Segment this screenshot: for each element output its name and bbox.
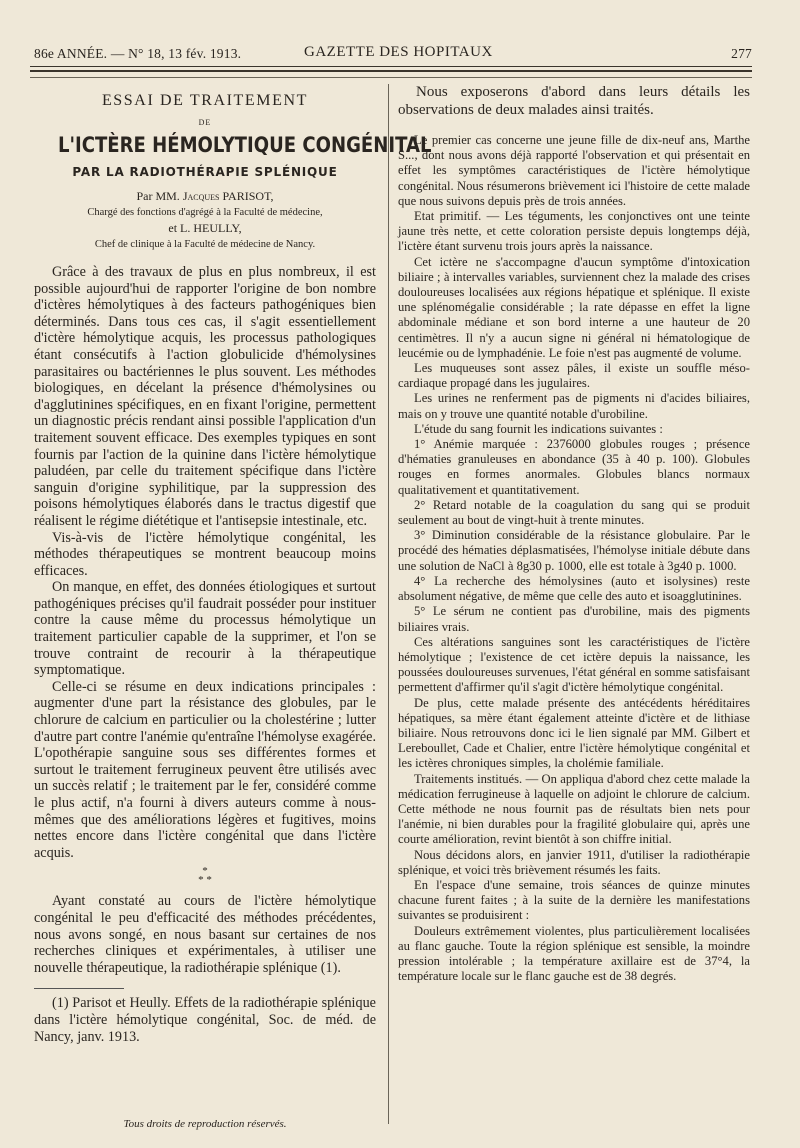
left-body [34, 264, 376, 1045]
paragraph: Ces altérations sanguines sont les caractéristiques de l'ictère hémolytique ; l'existence de cet ictère depuis la naissance, les poussées douloureuses survenues, l'état général en somme satisfaisant permettent d'affirmer qu'il s'agit d'ictère hémolytique congénital. [398, 634, 751, 695]
page-footer: Tous droits de reproduction réservés. [123, 1118, 287, 1130]
paragraph: On manque, en effet, des données étiologiques et surtout pathogéniques précises qu'il faudrait posséder pour instituer contre la cause même du processus hémolytique un traitement particulier capable de la supprimer, et l'on se trouve contraint de recourir à la thérapeutique symptomatique. [34, 579, 376, 679]
paragraph: Grâce à des travaux de plus en plus nombreux, il est possible aujourd'hui de rapporter l'origine de bon nombre d'ictères hémolytiques à des facteurs pathogéniques bien déterminés. Dans tous ces cas, il s'agit essentiellement d'ictère hémolytique acquis, les processus pathologiques étant consécutifs à l'action globulicide d'hémolysines parasitaires ou bactériennes le plus souvent. Les méthodes biologiques, en décelant la présence d'hémolysines ou d'agglutinines spécifiques, en en fixant l'origine, permettent un diagnostic précis rendant ainsi possible l'application d'un traitement souvent efficace. Des exemples typiques en sont fournis par l'action de la quinine dans l'ictère hémolytique paludéen, par celle du traitement spécifique dans l'ictère sanguin d'origine syphilitique, par la suppression des poisons hémolytiques élaborés dans le tractus digestif que réalisent le régime diététique et l'antisepsie intestinale, etc. [34, 264, 376, 529]
article-subtitle: PAR LA RADIOTHÉRAPIE SPLÉNIQUE [72, 165, 338, 179]
issue-info: 86e ANNÉE. — N° 18, 13 fév. 1913. [34, 46, 242, 61]
right-column [398, 84, 750, 984]
author-1: Jacques PARISOT, [182, 189, 274, 203]
paragraph: De plus, cette malade présente des antécédents héréditaires hépatiques, sa mère étant également atteinte d'ictère et de lithiase biliaire. Nous retrouvons donc ici le lien signalé par MM. Gilbert et Lereboullet, Cade et Chalier, entre l'ictère hémolytique congénital et les ictères chroniques simples, la cholémie familiale. [398, 695, 750, 771]
page-number: 277 [731, 46, 752, 61]
paragraph: 3° Diminution considérable de la résistance globulaire. Par le procédé des hématies déplasmatisées, l'hémolyse initiale débute dans une solution de NaCl à 8g30 p. 1000, elle est totale à 3g40 p. 1000. [398, 528, 750, 573]
paragraph: Traitements institués. — On appliqua d'abord chez cette malade la médication ferrugineuse à laquelle on adjoint le chlorure de calcium. Cette méthode ne nous fournit pas de résultats bien nets pour l'anémie, ni bien durables pour la fragilité globulaire qui, après une courte amélioration, revint bientôt à son chiffre initial. [398, 771, 750, 847]
article-title: L'ICTÈRE HÉMOLYTIQUE CONGÉNITAL [57, 133, 432, 157]
paragraph: 2° Retard notable de la coagulation du sang qui se produit seulement au bout de vingt-huit à trente minutes. [398, 497, 750, 528]
section-intro: Nous exposerons d'abord dans leurs détails les observations de deux malades ainsi traités. [398, 84, 750, 118]
article-title-connector: DE [198, 118, 212, 127]
author-2: et L. HEULLY, [168, 221, 242, 235]
header-rule [30, 66, 752, 67]
article-pretitle: ESSAI DE TRAITEMENT [101, 92, 309, 109]
paragraph: Celle-ci se résume en deux indications principales : augmenter d'une part la résistance des globules, par le chlorure de calcium en particulier ou la cholestérine ; lutter d'autre part contre l'anémie qu'entraîne l'hémolyse exagérée. L'opothérapie sanguine sous ses différentes formes et surtout le traitement ferrugineux peuvent être utilisés avec un succès relatif ; le traitement par le fer, considéré comme le plus actif, n'a fourni à divers auteurs comme à nous-mêmes que des améliorations légères et fugitives, moins nettes encore dans l'ictère congénital que dans l'ictère acquis. [34, 678, 376, 861]
right-body [398, 133, 750, 984]
byline [34, 189, 376, 204]
paragraph: Les muqueuses sont assez pâles, il existe un souffle méso-cardiaque propagé dans les jugulaires. [398, 361, 750, 391]
left-column [34, 84, 432, 1045]
author-2-affiliation: Chef de clinique à la Faculté de médecine de Nancy. [94, 239, 316, 250]
section-separator: * * * [198, 865, 212, 887]
paragraph: Nous décidons alors, en janvier 1911, d'utiliser la radiothérapie splénique, et voici très brièvement résumés les faits. [398, 847, 750, 877]
paragraph: Cet ictère ne s'accompagne d'aucun symptôme d'intoxication biliaire ; à intervalles variables, surviennent chez la malade des crises douloureuses localisées aux régions hépatique et splénique. Il existe une splénomégalie considérable ; la rate dépasse en effet la ligne abdominale médiane et son bord interne a une hauteur de 20 centimètres. Il n'y a aucun signe ni général ni hématologique de leucémie ou de lymphadénie. Le foie n'est pas augmenté de volume. [398, 254, 750, 360]
paragraph: Douleurs extrêmement violentes, plus particulièrement localisées au flanc gauche. Toute la région splénique est sensible, la moindre pression intolérable ; la température axillaire est de 37°4, la température locale sur le flanc gauche est de 38 degrés. [398, 923, 750, 984]
paragraph: Le premier cas concerne une jeune fille de dix-neuf ans, Marthe S..., dont nous avons déjà rapporté l'observation et qui présentait en effet les symptômes caractéristiques de l'ictère hémolytique congénital. Nous résumerons brièvement ici l'histoire de cette malade que nous suivons depuis près de trois années. [398, 133, 750, 208]
paragraph: Les urines ne renferment pas de pigments ni d'acides biliaires, mais on y trouve une quantité notable d'urobiline. [398, 391, 750, 421]
header-rule-thick [30, 70, 752, 72]
author-1-affiliation: Chargé des fonctions d'agrégé à la Faculté de médecine, [87, 207, 323, 218]
paragraph: 1° Anémie marquée : 2376000 globules rouges ; présence d'hématies granuleuses en abondance (35 à 40 p. 100). Globules rouges en formes anormales. Globules blancs normaux qualitativement et quantitativement. [398, 437, 750, 497]
page-header [34, 44, 752, 64]
paragraph: 5° Le sérum ne contient pas d'urobiline, mais des pigments biliaires vrais. [398, 604, 750, 634]
footnote: (1) Parisot et Heully. Effets de la radiothérapie splénique dans l'ictère hémolytique congénital, Soc. de méd. de Nancy, janv. 1913. [34, 995, 376, 1045]
paragraph: Ayant constaté au cours de l'ictère hémolytique congénital le peu d'efficacité des méthodes précédentes, nous avons songé, en nous basant sur certaines de nos recherches cliniques et expérimentales, à utiliser une nouvelle thérapeutique, la radiothérapie splénique (1). [34, 893, 376, 976]
byline-prefix: Par MM. [136, 189, 180, 203]
header-rule-bottom [30, 77, 752, 78]
paragraph: En l'espace d'une semaine, trois séances de quinze minutes chacune furent faites ; à la suite de la dernière les manifestations suivantes se produisirent : [398, 877, 750, 923]
paragraph: Etat primitif. — Les téguments, les conjonctives ont une teinte jaune très nette, et cette coloration persiste depuis longtemps déjà, l'ictère étant survenu trois jours après la naissance. [398, 209, 750, 254]
column-divider [388, 84, 389, 1124]
journal-title: GAZETTE DES HOPITAUX [304, 44, 493, 60]
paragraph: L'étude du sang fournit les indications suivantes : [414, 421, 663, 436]
footnote-rule [34, 988, 124, 989]
paragraph: Vis-à-vis de l'ictère hémolytique congénital, les méthodes thérapeutiques se montrent beaucoup moins efficaces. [34, 529, 376, 579]
paragraph: 4° La recherche des hémolysines (auto et isolysines) reste absolument négative, de même que celle des auto et isoagglutinines. [398, 573, 750, 604]
